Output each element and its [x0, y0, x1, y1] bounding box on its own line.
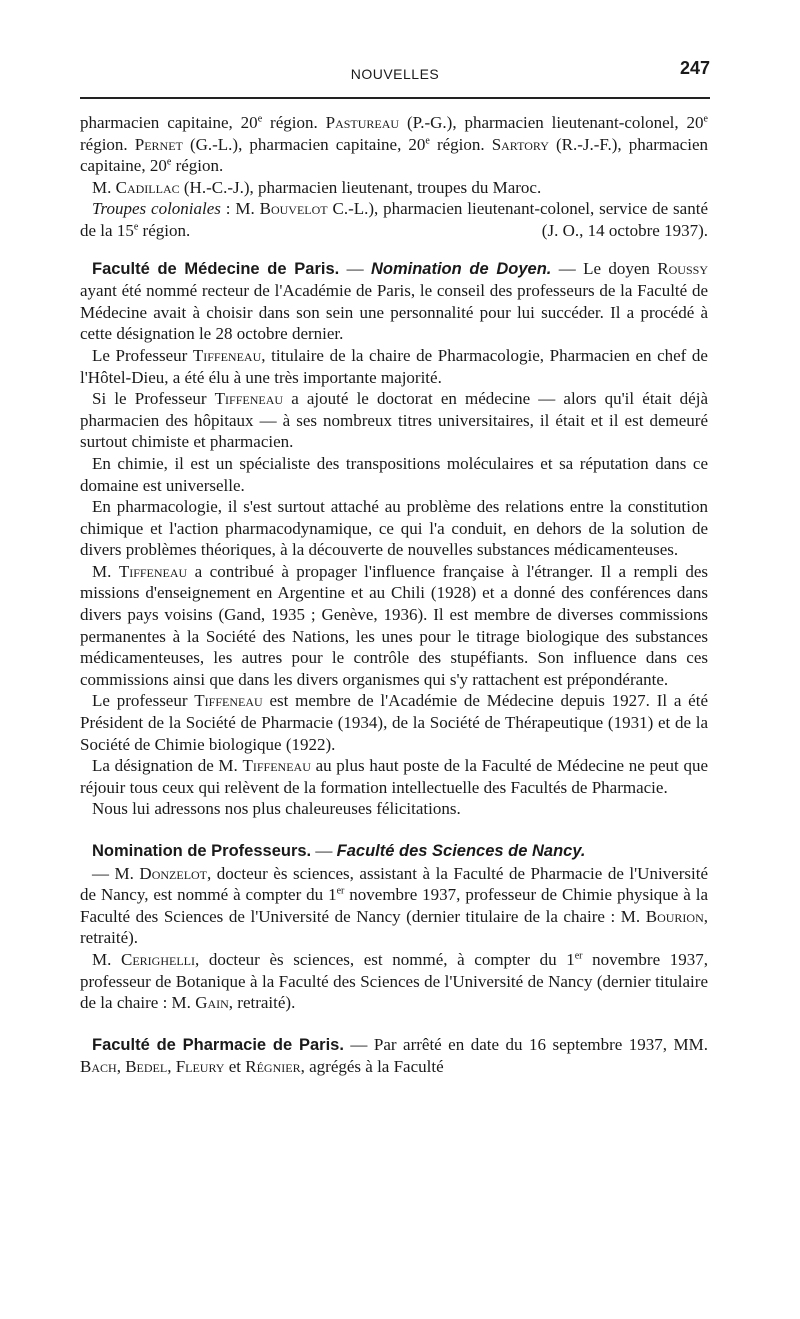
article-body [80, 112, 708, 1078]
paragraph: Si le Professeur Tiffeneau a ajouté le doctorat en médecine — alors qu'il était déjà pharmacien des hôpitaux — à ses nombreux titres universitaires, il était et il est demeuré surtout chimiste et pharmacien. [80, 389, 708, 452]
person-name: Bach [80, 1057, 117, 1077]
paragraph: Le professeur Tiffeneau est membre de l'Académie de Médecine depuis 1927. Il a été Président de la Société de Pharmacie (1934), de la Société de Thérapeutique (1931) et de la Société de Chimie biologique (1922). [80, 691, 708, 754]
section-heading: Faculté de Pharmacie de Paris. [92, 1035, 344, 1054]
running-title: NOUVELLES [350, 66, 440, 82]
person-name: Roussy [657, 258, 708, 278]
person-name: Régnier [245, 1057, 301, 1077]
person-name: Cadillac [115, 177, 180, 197]
person-name: Donzelot [139, 863, 208, 883]
person-name: Tiffeneau [214, 389, 284, 409]
person-name: Sartory [491, 134, 549, 154]
paragraph: Le Professeur Tiffeneau, titulaire de la chaire de Pharmacologie, Pharmacien en chef de l'Hôtel-Dieu, a été élu à une très importante majorité. [80, 345, 708, 387]
person-name: Fleury [175, 1057, 225, 1077]
paragraph: — M. Donzelot, docteur ès sciences, assistant à la Faculté de Pharmacie de l'Université de Nancy, est nommé à compter du 1er novembre 1937, professeur de Chimie physique à la Faculté des Sciences de l'Université de Nancy (dernier titulaire de la chaire : M. Bourion, retraité). [80, 863, 708, 948]
paragraph: M. Cerighelli, docteur ès sciences, est nommé, à compter du 1er novembre 1937, professeur de Botanique à la Faculté des Sciences de l'Université de Nancy (dernier titulaire de la chaire : M. Gain, retraité). [80, 949, 708, 1013]
person-name: Gain [195, 993, 229, 1013]
section-professor-nominations: Nomination de Professeurs. — Faculté des Sciences de Nancy. [92, 841, 586, 860]
paragraph: M. Tiffeneau a contribué à propager l'influence française à l'étranger. Il a rempli des missions d'enseignement en Argentine et au Chili (1928) et a donné des conférences dans divers pays voisins (Gand, 1935 ; Genève, 1936). Il est membre de diverses commissions permanentes à la Société des Nations, les unes pour le titrage biologique des substances médicamenteuses, les autres pour le contrôle des stupéfiants. Son influence dans ces commissions ainsi que dans les divers organismes qui s'y rattachent est prépondérante. [80, 561, 708, 689]
paragraph: En chimie, il est un spécialiste des transpositions moléculaires et sa réputation dans ce domaine est universelle. [80, 453, 708, 495]
person-name: Tiffeneau [118, 561, 188, 581]
person-name: Pastureau [325, 113, 400, 132]
section-subheading: Nomination de Doyen. [370, 259, 552, 278]
paragraph-appointments: pharmacien capitaine, 20e région. Pastureau (P.-G.), pharmacien lieutenant-colonel, 20e région. Pernet (G.-L.), pharmacien capitaine, 20e région. Sartory (R.-J.-F.), pharmacien capitaine, 20e région. [80, 113, 708, 176]
person-name: Bourion [645, 906, 704, 926]
section-subheading: Faculté des Sciences de Nancy. [336, 842, 586, 860]
paragraph-colonial-troops: Troupes coloniales : M. Bouvelot C.-L.), pharmacien lieutenant-colonel, service de santé de la 15e région. (J. O., 14 octobre 1937). [80, 199, 708, 240]
person-name: Bouvelot [259, 199, 328, 219]
section-heading: Nomination de Professeurs. [92, 842, 312, 860]
page-header [80, 58, 710, 88]
person-name: Tiffeneau [242, 756, 311, 776]
page-number: 247 [679, 58, 710, 78]
section-pharmacy-faculty: Faculté de Pharmacie de Paris. — Par arrêté en date du 16 septembre 1937, MM. Bach, Bedel, Fleury et Régnier, agrégés à la Faculté [80, 1034, 708, 1077]
paragraph-cadillac: M. Cadillac (H.-C.-J.), pharmacien lieutenant, troupes du Maroc. [92, 177, 542, 197]
person-name: Tiffeneau [192, 345, 262, 365]
paragraph: La désignation de M. Tiffeneau au plus haut poste de la Faculté de Médecine ne peut que réjouir tous ceux qui relèvent de la formation intellectuelle des Facultés de Pharmacie. [80, 756, 708, 797]
section-dean-nomination: Faculté de Médecine de Paris. — Nomination de Doyen. — Le doyen Roussy ayant été nommé recteur de l'Académie de Paris, le conseil des professeurs de la Faculté de Médecine avait à choisir dans son sein une personnalité pour lui succéder. Il a procédé à cette désignation le 28 octobre dernier. [80, 258, 708, 344]
header-rule [80, 97, 710, 99]
citation: (J. O., 14 octobre 1937). [541, 220, 708, 240]
person-name: Bedel [125, 1057, 168, 1077]
paragraph: En pharmacologie, il s'est surtout attaché au problème des relations entre la constitution chimique et l'action pharmacodynamique, ce qui l'a conduit, en dehors de la solution de divers problèmes théoriques, à la découverte de nouvelles substances médicamenteuses. [80, 497, 708, 560]
person-name: Pernet [134, 134, 183, 154]
person-name: Cerighelli [121, 949, 195, 969]
person-name: Tiffeneau [194, 691, 263, 711]
paragraph: Nous lui adressons nos plus chaleureuses félicitations. [92, 799, 461, 819]
section-heading: Faculté de Médecine de Paris. [92, 259, 340, 278]
